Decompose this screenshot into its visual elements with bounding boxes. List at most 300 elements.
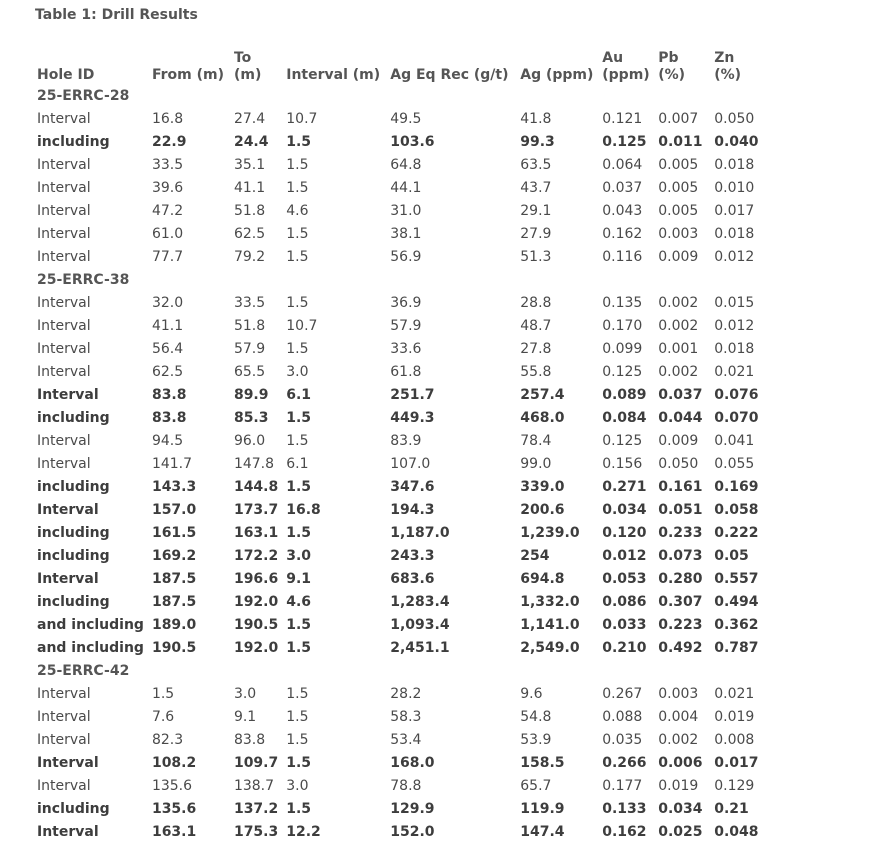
table-cell: 51.3: [520, 248, 552, 265]
table-cell: 172.2: [233, 547, 279, 564]
table-cell: 0.307: [658, 593, 703, 610]
table-cell: 143.3: [151, 478, 197, 495]
table-cell: 10.7: [286, 110, 318, 127]
table-cell: 683.6: [390, 570, 435, 587]
table-cell: 108.2: [151, 754, 197, 771]
table-cell: 33.5: [151, 156, 184, 173]
table-cell: 0.017: [714, 754, 759, 771]
table-cell: 12.2: [286, 823, 321, 840]
table-cell: 196.6: [233, 570, 279, 587]
table-cell: 0.271: [602, 478, 647, 495]
table-cell: 78.8: [390, 777, 422, 794]
table-cell: 77.7: [151, 248, 184, 265]
table-cell: Interval: [37, 731, 91, 748]
table-cell: 0.037: [602, 179, 643, 196]
table-cell: 10.7: [286, 317, 318, 334]
table-cell: including: [37, 547, 110, 564]
table-row: [33, 176, 766, 199]
table-cell: 0.021: [714, 363, 755, 380]
table-cell: 1,332.0: [520, 593, 580, 610]
table-cell: 89.9: [233, 386, 269, 403]
table-cell: 83.8: [151, 386, 187, 403]
table-cell: 175.3: [233, 823, 279, 840]
table-cell: 1.5: [286, 708, 309, 725]
table-cell: 0.233: [658, 524, 703, 541]
table-cell: 56.9: [390, 248, 422, 265]
table-cell: 1,141.0: [520, 616, 580, 633]
table-cell: 141.7: [151, 455, 193, 472]
table-cell: 1,187.0: [390, 524, 450, 541]
table-cell: 1,239.0: [520, 524, 580, 541]
table-cell: 44.1: [390, 179, 422, 196]
table-cell: 65.7: [520, 777, 552, 794]
table-cell: 157.0: [151, 501, 197, 518]
table-cell: 27.8: [520, 340, 552, 357]
table-cell: 0.050: [714, 110, 755, 127]
table-cell: 29.1: [520, 202, 552, 219]
table-cell: 147.8: [233, 455, 275, 472]
table-cell: 0.161: [658, 478, 703, 495]
table-cell: 0.05: [714, 547, 749, 564]
table-cell: 0.156: [602, 455, 643, 472]
table-cell: Interval: [37, 340, 91, 357]
table-cell: 0.089: [602, 386, 647, 403]
table-cell: 64.8: [390, 156, 422, 173]
table-cell: 82.3: [151, 731, 184, 748]
table-cell: 0.043: [602, 202, 643, 219]
table-cell: 0.055: [714, 455, 755, 472]
table-cell: 0.008: [714, 731, 755, 748]
table-cell: 56.4: [151, 340, 184, 357]
table-cell: 0.017: [714, 202, 755, 219]
table-row: [33, 153, 766, 176]
table-cell: 0.005: [658, 156, 699, 173]
table-cell: 1,093.4: [390, 616, 450, 633]
table-cell: 0.121: [602, 110, 643, 127]
table-cell: 7.6: [151, 708, 175, 725]
table-cell: 187.5: [151, 593, 197, 610]
table-cell: 694.8: [520, 570, 565, 587]
table-cell: 0.133: [602, 800, 647, 817]
table-cell: 0.009: [658, 432, 699, 449]
table-row: [33, 567, 766, 590]
hole-group-row: [33, 268, 766, 291]
table-cell: 0.015: [714, 294, 755, 311]
table-row: [33, 498, 766, 521]
table-cell: 347.6: [390, 478, 435, 495]
table-cell: 1.5: [286, 524, 312, 541]
table-row: [33, 728, 766, 751]
table-row: [33, 245, 766, 268]
table-cell: 192.0: [233, 593, 279, 610]
table-cell: 168.0: [390, 754, 435, 771]
header-ag: Ag (ppm): [520, 67, 594, 83]
table-cell: 1.5: [286, 133, 312, 150]
table-cell: including: [37, 478, 110, 495]
table-cell: 1.5: [286, 340, 309, 357]
table-cell: 147.4: [520, 823, 565, 840]
table-cell: 0.787: [714, 639, 759, 656]
table-cell: 0.041: [714, 432, 755, 449]
table-cell: 254: [520, 547, 550, 564]
table-cell: Interval: [37, 386, 99, 403]
table-cell: 0.018: [714, 340, 755, 357]
table-cell: 9.1: [233, 708, 257, 725]
table-cell: 0.021: [714, 685, 755, 702]
table-cell: 61.0: [151, 225, 184, 242]
table-cell: 27.4: [233, 110, 266, 127]
table-cell: 1.5: [151, 685, 175, 702]
table-cell: 0.051: [658, 501, 703, 518]
table-cell: including: [37, 409, 110, 426]
header-au: Au (ppm): [602, 50, 650, 83]
table-cell: 35.1: [233, 156, 266, 173]
table-cell: 49.5: [390, 110, 422, 127]
table-cell: 28.2: [390, 685, 422, 702]
table-cell: 1.5: [286, 409, 312, 426]
table-cell: 1,283.4: [390, 593, 450, 610]
table-cell: 243.3: [390, 547, 435, 564]
table-cell: 1.5: [286, 432, 309, 449]
table-title: Table 1: Drill Results: [35, 7, 198, 23]
table-cell: Interval: [37, 110, 91, 127]
table-cell: 0.135: [602, 294, 643, 311]
table-row: [33, 222, 766, 245]
hole-id-label: 25-ERRC-38: [37, 271, 130, 288]
table-cell: 0.048: [714, 823, 759, 840]
table-row: [33, 360, 766, 383]
table-cell: including: [37, 524, 110, 541]
table-row: [33, 521, 766, 544]
table-cell: 0.018: [714, 156, 755, 173]
table-cell: Interval: [37, 455, 91, 472]
table-cell: 1.5: [286, 731, 309, 748]
table-body: [33, 84, 766, 843]
table-cell: 0.010: [714, 179, 755, 196]
table-cell: 1.5: [286, 156, 309, 173]
table-cell: 28.8: [520, 294, 552, 311]
table-cell: Interval: [37, 685, 91, 702]
table-cell: 33.5: [233, 294, 266, 311]
table-cell: 0.019: [714, 708, 755, 725]
table-row: [33, 636, 766, 659]
table-cell: 1.5: [286, 179, 309, 196]
table-cell: 1.5: [286, 294, 309, 311]
table-cell: 468.0: [520, 409, 565, 426]
table-cell: 190.5: [233, 616, 279, 633]
table-cell: Interval: [37, 179, 91, 196]
table-cell: 83.8: [151, 409, 187, 426]
table-cell: 0.003: [658, 685, 699, 702]
table-cell: 1.5: [286, 225, 309, 242]
table-cell: 0.011: [658, 133, 703, 150]
table-cell: 32.0: [151, 294, 184, 311]
table-cell: 22.9: [151, 133, 187, 150]
table-cell: 0.362: [714, 616, 759, 633]
table-cell: 0.494: [714, 593, 759, 610]
table-cell: 58.3: [390, 708, 422, 725]
table-cell: 163.1: [151, 823, 197, 840]
table-cell: 61.8: [390, 363, 422, 380]
table-cell: Interval: [37, 754, 99, 771]
table-cell: 158.5: [520, 754, 565, 771]
table-cell: 1.5: [286, 478, 312, 495]
table-cell: 0.034: [602, 501, 647, 518]
table-row: [33, 107, 766, 130]
table-cell: 41.1: [151, 317, 184, 334]
table-cell: 137.2: [233, 800, 279, 817]
table-cell: 83.8: [233, 731, 266, 748]
table-cell: 0.019: [658, 777, 699, 794]
table-cell: 53.4: [390, 731, 422, 748]
table-cell: 48.7: [520, 317, 552, 334]
table-cell: 36.9: [390, 294, 422, 311]
table-cell: 0.018: [714, 225, 755, 242]
table-cell: 0.034: [658, 800, 703, 817]
table-cell: 85.3: [233, 409, 269, 426]
table-cell: 0.120: [602, 524, 647, 541]
table-cell: including: [37, 800, 110, 817]
table-cell: 0.170: [602, 317, 643, 334]
table-cell: Interval: [37, 317, 91, 334]
table-cell: Interval: [37, 501, 99, 518]
table-cell: 1.5: [286, 685, 309, 702]
table-cell: 0.002: [658, 294, 699, 311]
table-cell: 99.0: [520, 455, 552, 472]
table-cell: 200.6: [520, 501, 565, 518]
table-cell: 257.4: [520, 386, 565, 403]
table-cell: 0.222: [714, 524, 759, 541]
table-cell: 0.073: [658, 547, 703, 564]
table-cell: 54.8: [520, 708, 552, 725]
table-cell: 192.0: [233, 639, 279, 656]
table-cell: 0.267: [602, 685, 643, 702]
table-cell: 0.033: [602, 616, 647, 633]
table-row: [33, 291, 766, 314]
table-cell: 0.012: [714, 248, 755, 265]
table-cell: 57.9: [390, 317, 422, 334]
table-cell: 63.5: [520, 156, 552, 173]
table-cell: 109.7: [233, 754, 279, 771]
table-cell: 0.007: [658, 110, 699, 127]
table-cell: 161.5: [151, 524, 197, 541]
header-to: To (m): [233, 50, 262, 83]
header-ag-eq-rec: Ag Eq Rec (g/t): [390, 67, 509, 83]
table-row: [33, 383, 766, 406]
table-cell: Interval: [37, 432, 91, 449]
table-cell: 3.0: [233, 685, 257, 702]
table-cell: 0.025: [658, 823, 703, 840]
header-hole-id: Hole ID: [37, 67, 95, 83]
table-cell: 0.003: [658, 225, 699, 242]
hole-id-label: 25-ERRC-42: [37, 662, 130, 679]
table-cell: 0.002: [658, 317, 699, 334]
table-cell: 94.5: [151, 432, 184, 449]
table-cell: 78.4: [520, 432, 552, 449]
table-cell: 16.8: [286, 501, 321, 518]
table-cell: 3.0: [286, 777, 309, 794]
table-cell: 0.099: [602, 340, 643, 357]
table-cell: 9.6: [520, 685, 543, 702]
table-cell: 173.7: [233, 501, 279, 518]
table-cell: 135.6: [151, 800, 197, 817]
table-cell: 169.2: [151, 547, 197, 564]
table-row: [33, 797, 766, 820]
table-row: [33, 751, 766, 774]
table-cell: 152.0: [390, 823, 435, 840]
table-cell: 27.9: [520, 225, 552, 242]
table-cell: 65.5: [233, 363, 266, 380]
table-cell: Interval: [37, 156, 91, 173]
table-cell: 0.266: [602, 754, 647, 771]
table-cell: 0.005: [658, 202, 699, 219]
table-cell: 449.3: [390, 409, 435, 426]
table-cell: 144.8: [233, 478, 279, 495]
table-cell: 0.058: [714, 501, 759, 518]
table-cell: 0.044: [658, 409, 703, 426]
table-cell: Interval: [37, 823, 99, 840]
table-cell: 96.0: [233, 432, 266, 449]
table-cell: 1.5: [286, 639, 312, 656]
table-cell: 138.7: [233, 777, 275, 794]
table-row: [33, 705, 766, 728]
table-cell: 6.1: [286, 386, 312, 403]
table-cell: 0.012: [602, 547, 647, 564]
hole-group-row: [33, 84, 766, 107]
table-cell: 0.012: [714, 317, 755, 334]
table-cell: 2,451.1: [390, 639, 450, 656]
header-interval: Interval (m): [286, 67, 381, 83]
table-cell: 51.8: [233, 202, 266, 219]
table-cell: 0.050: [658, 455, 699, 472]
table-cell: 0.557: [714, 570, 759, 587]
table-cell: 0.162: [602, 225, 643, 242]
table-cell: 163.1: [233, 524, 279, 541]
table-cell: 189.0: [151, 616, 197, 633]
table-cell: 33.6: [390, 340, 422, 357]
table-cell: 135.6: [151, 777, 193, 794]
table-row: [33, 130, 766, 153]
table-cell: 0.280: [658, 570, 703, 587]
table-cell: 251.7: [390, 386, 435, 403]
table-cell: 41.1: [233, 179, 266, 196]
table-row: [33, 820, 766, 843]
drill-results-table: [33, 45, 766, 843]
table-cell: Interval: [37, 777, 91, 794]
header-from: From (m): [151, 67, 224, 83]
table-cell: 0.037: [658, 386, 703, 403]
table-cell: 43.7: [520, 179, 552, 196]
table-cell: 0.129: [714, 777, 755, 794]
table-cell: 0.162: [602, 823, 647, 840]
table-cell: 0.053: [602, 570, 647, 587]
table-cell: 41.8: [520, 110, 552, 127]
table-cell: 16.8: [151, 110, 184, 127]
table-row: [33, 613, 766, 636]
table-cell: Interval: [37, 202, 91, 219]
table-cell: 31.0: [390, 202, 422, 219]
table-cell: 0.492: [658, 639, 703, 656]
table-cell: 0.125: [602, 363, 643, 380]
table-row: [33, 314, 766, 337]
table-row: [33, 452, 766, 475]
table-cell: 107.0: [390, 455, 431, 472]
table-row: [33, 774, 766, 797]
table-cell: 187.5: [151, 570, 197, 587]
table-cell: 53.9: [520, 731, 552, 748]
table-row: [33, 682, 766, 705]
table-cell: 0.040: [714, 133, 759, 150]
table-cell: 38.1: [390, 225, 422, 242]
table-cell: 0.005: [658, 179, 699, 196]
table-cell: 0.125: [602, 133, 647, 150]
table-cell: 0.070: [714, 409, 759, 426]
table-cell: Interval: [37, 363, 91, 380]
table-cell: 1.5: [286, 616, 312, 633]
table-cell: 39.6: [151, 179, 184, 196]
table-row: [33, 590, 766, 613]
table-cell: 57.9: [233, 340, 266, 357]
table-cell: including: [37, 133, 110, 150]
table-cell: including: [37, 593, 110, 610]
table-cell: 1.5: [286, 800, 312, 817]
table-row: [33, 406, 766, 429]
table-cell: 190.5: [151, 639, 197, 656]
table-cell: 62.5: [151, 363, 184, 380]
table-cell: Interval: [37, 225, 91, 242]
table-cell: 9.1: [286, 570, 312, 587]
table-row: [33, 544, 766, 567]
table-cell: 51.8: [233, 317, 266, 334]
table-cell: 0.125: [602, 432, 643, 449]
table-cell: 24.4: [233, 133, 269, 150]
table-cell: 0.004: [658, 708, 699, 725]
table-cell: 0.001: [658, 340, 699, 357]
table-cell: 129.9: [390, 800, 435, 817]
table-cell: 3.0: [286, 547, 312, 564]
table-cell: 0.116: [602, 248, 643, 265]
table-cell: 0.210: [602, 639, 647, 656]
table-cell: 0.169: [714, 478, 759, 495]
table-cell: 4.6: [286, 593, 312, 610]
header-pb: Pb (%): [658, 50, 686, 83]
table-cell: and including: [37, 616, 144, 633]
table-cell: 4.6: [286, 202, 309, 219]
table-row: [33, 337, 766, 360]
table-cell: 103.6: [390, 133, 435, 150]
table-cell: 0.006: [658, 754, 703, 771]
table-cell: 0.076: [714, 386, 759, 403]
table-cell: and including: [37, 639, 144, 656]
table-cell: 0.002: [658, 363, 699, 380]
table-cell: 0.223: [658, 616, 703, 633]
table-cell: Interval: [37, 708, 91, 725]
table-cell: Interval: [37, 570, 99, 587]
table-cell: 0.035: [602, 731, 643, 748]
table-cell: 79.2: [233, 248, 266, 265]
table-row: [33, 429, 766, 452]
hole-group-row: [33, 659, 766, 682]
table-cell: 339.0: [520, 478, 565, 495]
table-cell: 0.084: [602, 409, 647, 426]
table-cell: 0.064: [602, 156, 643, 173]
table-cell: 3.0: [286, 363, 309, 380]
table-cell: Interval: [37, 248, 91, 265]
table-cell: Interval: [37, 294, 91, 311]
table-cell: 83.9: [390, 432, 422, 449]
table-cell: 0.177: [602, 777, 643, 794]
table-cell: 1.5: [286, 754, 312, 771]
